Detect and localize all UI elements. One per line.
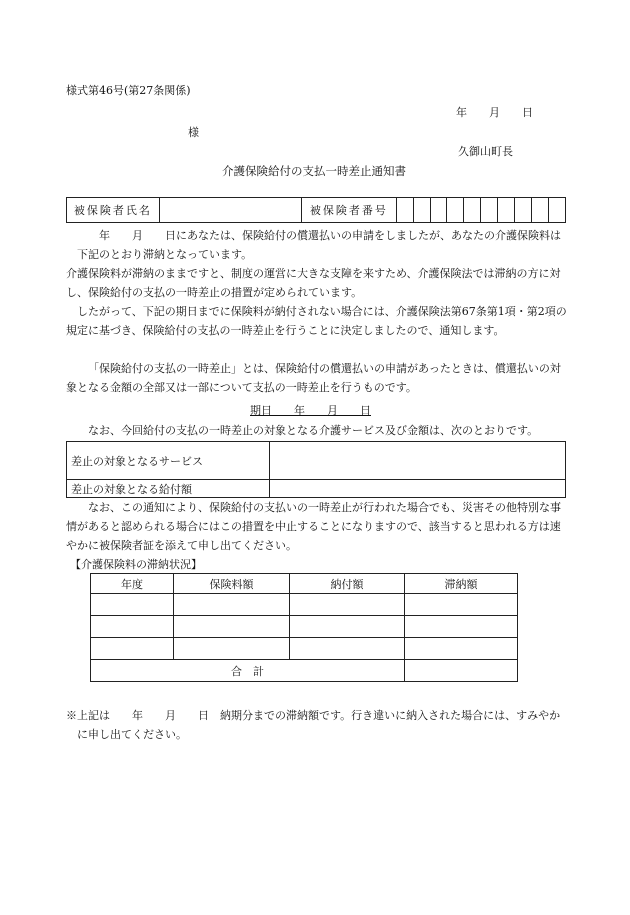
total-label: 合 計: [91, 660, 405, 682]
table-row: [91, 638, 518, 660]
table-cell[interactable]: [91, 594, 174, 616]
suspension-target-table: [66, 441, 566, 498]
table-cell[interactable]: [405, 594, 518, 616]
insured-number-digit[interactable]: [464, 198, 481, 223]
insured-number-digit[interactable]: [413, 198, 430, 223]
document-title: 介護保険給付の支払一時差止通知書: [222, 164, 406, 178]
insured-number-digit[interactable]: [481, 198, 498, 223]
insured-number-label: 被保険者番号: [302, 198, 397, 223]
table-cell[interactable]: [91, 638, 174, 660]
exception-note: なお、この通知により、保険給付の支払いの一時差止が行われた場合でも、災害その他特別な事情があると認められる場合にはこの措置を中止することになりますので、該当すると思われる方は速やかに被保険者証を添えて申し出てください。: [66, 501, 561, 552]
body-paragraph-4: 「保険給付の支払の一時差止」とは、保険給付の償還払いの申請があったときは、償還払いの対象となる金額の全部又は一部について支払の一時差止を行うものです。: [66, 362, 561, 394]
insured-number-digit[interactable]: [396, 198, 413, 223]
amount-value[interactable]: [270, 480, 566, 498]
issuer-name: 久御山町長: [458, 145, 513, 158]
table-row: [91, 616, 518, 638]
total-value[interactable]: [405, 660, 518, 682]
form-number: 様式第46号(第27条関係): [66, 84, 191, 97]
table-row: [91, 594, 518, 616]
body-paragraph-2: 介護保険料が滞納のままですと、制度の運営に大きな支障を来すため、介護保険法では滞納の方に対し、保険給付の支払の一時差止の措置が定められています。: [66, 267, 561, 299]
insured-number-digit[interactable]: [532, 198, 549, 223]
issue-date: 年 月 日: [456, 106, 533, 119]
service-label: 差止の対象となるサービス: [67, 442, 270, 480]
table-cell[interactable]: [290, 638, 405, 660]
column-header-arrears: 滞納額: [405, 574, 518, 594]
insured-number-digit[interactable]: [430, 198, 447, 223]
insured-number-digit[interactable]: [447, 198, 464, 223]
body-paragraph-1: 年 月 日にあなたは、保険給付の償還払いの申請をしましたが、あなたの介護保険料は下記のとおり滞納となっています。: [77, 229, 561, 261]
total-row: [91, 660, 518, 682]
insured-number-digit[interactable]: [548, 198, 565, 223]
table-cell[interactable]: [174, 616, 290, 638]
body-paragraph-3: したがって、下記の期日までに保険料が納付されない場合には、介護保険法第67条第1項・第2項の規定に基づき、保険給付の支払の一時差止を行うことに決定しましたので、通知します。: [66, 305, 567, 337]
insured-number-digit[interactable]: [515, 198, 532, 223]
table-cell[interactable]: [405, 616, 518, 638]
table-cell[interactable]: [405, 638, 518, 660]
insured-number-digit[interactable]: [498, 198, 515, 223]
column-header-premium: 保険料額: [174, 574, 290, 594]
insured-name-label: 被保険者氏名: [67, 198, 160, 223]
table-cell[interactable]: [290, 616, 405, 638]
amount-label: 差止の対象となる給付額: [67, 480, 270, 498]
arrears-table: [90, 573, 518, 682]
addressee-suffix: 様: [188, 126, 199, 139]
deadline-line: 期日 年 月 日: [250, 404, 371, 417]
table-cell[interactable]: [174, 594, 290, 616]
insured-name-field[interactable]: [159, 198, 301, 223]
footnote: ※上記は 年 月 日 納期分までの滞納額です。行き違いに納入された場合には、すみやかに申し出てください。: [66, 709, 561, 741]
service-value[interactable]: [270, 442, 566, 480]
column-header-paid: 納付額: [290, 574, 405, 594]
column-header-year: 年度: [91, 574, 174, 594]
arrears-heading: 【介護保険料の滞納状況】: [70, 558, 202, 571]
table-cell[interactable]: [174, 638, 290, 660]
table-cell[interactable]: [91, 616, 174, 638]
insured-id-table: [66, 197, 566, 223]
table-cell[interactable]: [290, 594, 405, 616]
body-paragraph-5: なお、今回給付の支払の一時差止の対象となる介護サービス及び金額は、次のとおりです。: [88, 424, 539, 437]
